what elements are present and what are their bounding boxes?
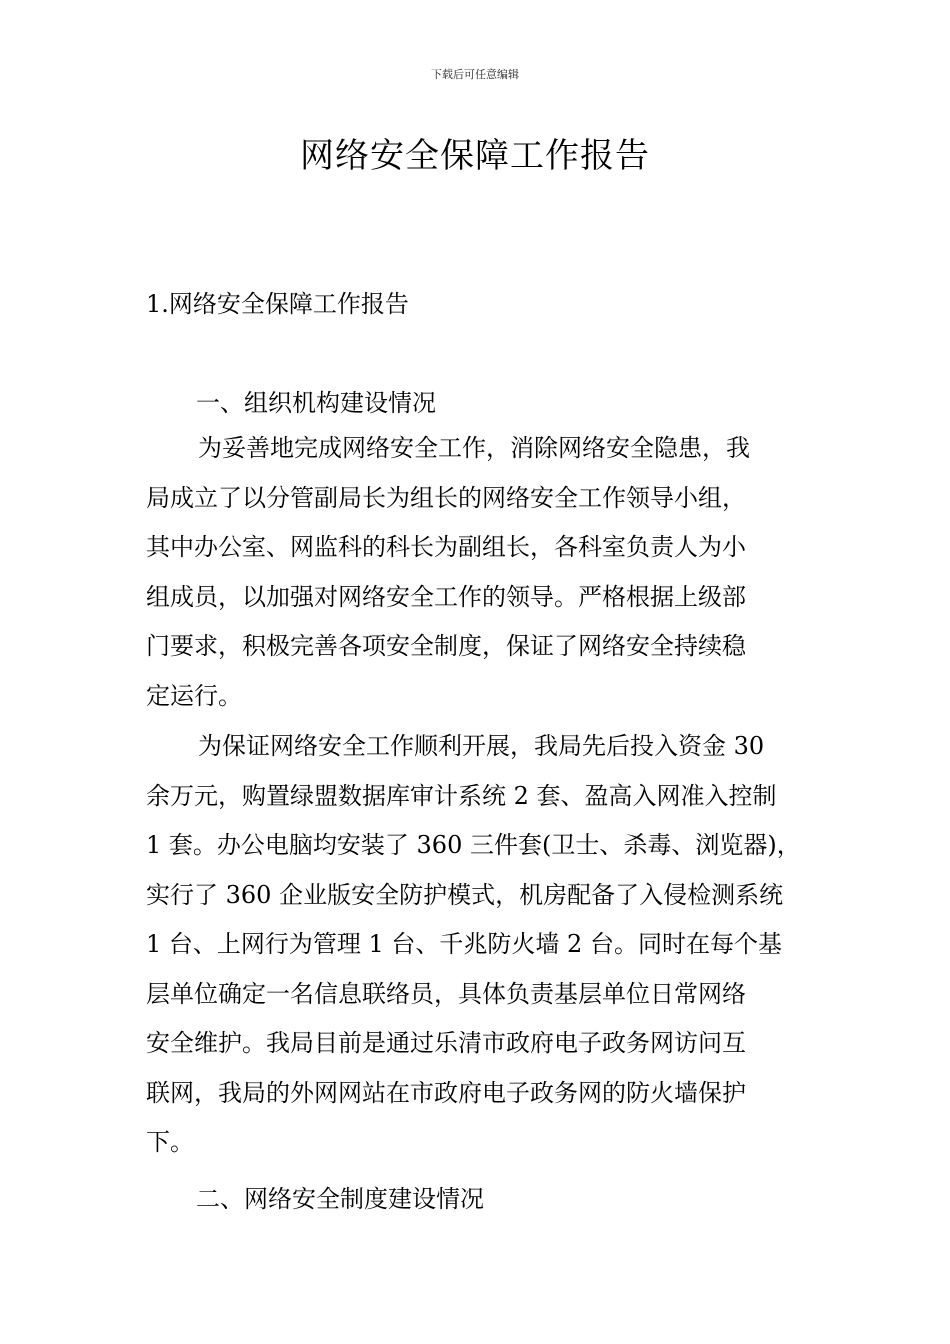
paragraph-line: 下。 bbox=[146, 1128, 194, 1156]
paragraph-line: 定运行。 bbox=[146, 681, 242, 710]
section-heading: 1.网络安全保障工作报告 bbox=[146, 290, 409, 318]
subsection-heading-organization: 一、组织机构建设情况 bbox=[196, 389, 436, 417]
paragraph-line: 为保证网络安全工作顺利开展，我局先后投入资金 30 bbox=[198, 732, 765, 760]
paragraph-line: 组成员，以加强对网络安全工作的领导。严格根据上级部 bbox=[146, 582, 746, 611]
paragraph-organization bbox=[146, 424, 810, 721]
paragraph-line: 层单位确定一名信息联络员，具体负责基层单位日常网络 bbox=[146, 979, 746, 1008]
paragraph-line: 余万元，购置绿盟数据库审计系统 2 套、盈高入网准入控制 bbox=[146, 781, 777, 810]
paragraph-line: 1 台、上网行为管理 1 台、千兆防火墙 2 台。同时在每个基 bbox=[146, 930, 782, 958]
document-title: 网络安全保障工作报告 bbox=[300, 136, 650, 176]
paragraph-line: 联网，我局的外网网站在市政府电子政务网的防火墙保护 bbox=[146, 1078, 746, 1107]
paragraph-line: 门要求，积极完善各项安全制度，保证了网络安全持续稳 bbox=[146, 632, 746, 660]
paragraph-line: 实行了 360 企业版安全防护模式，机房配备了入侵检测系统 bbox=[146, 880, 784, 909]
header-note: 下载后可任意编辑 bbox=[431, 68, 519, 81]
paragraph-line: 为妥善地完成网络安全工作，消除网络安全隐患，我 bbox=[198, 434, 750, 462]
paragraph-investment bbox=[146, 722, 810, 1168]
paragraph-line: 其中办公室、网监科的科长为副组长，各科室负责人为小 bbox=[146, 533, 746, 561]
subsection-heading-policy: 二、网络安全制度建设情况 bbox=[196, 1185, 484, 1213]
paragraph-line: 局成立了以分管副局长为组长的网络安全工作领导小组， bbox=[146, 483, 746, 512]
paragraph-line: 1 套。办公电脑均安装了 360 三件套(卫士、杀毒、浏览器)， bbox=[146, 831, 801, 859]
paragraph-line: 安全维护。我局目前是通过乐清市政府电子政务网访问互 bbox=[146, 1029, 746, 1057]
